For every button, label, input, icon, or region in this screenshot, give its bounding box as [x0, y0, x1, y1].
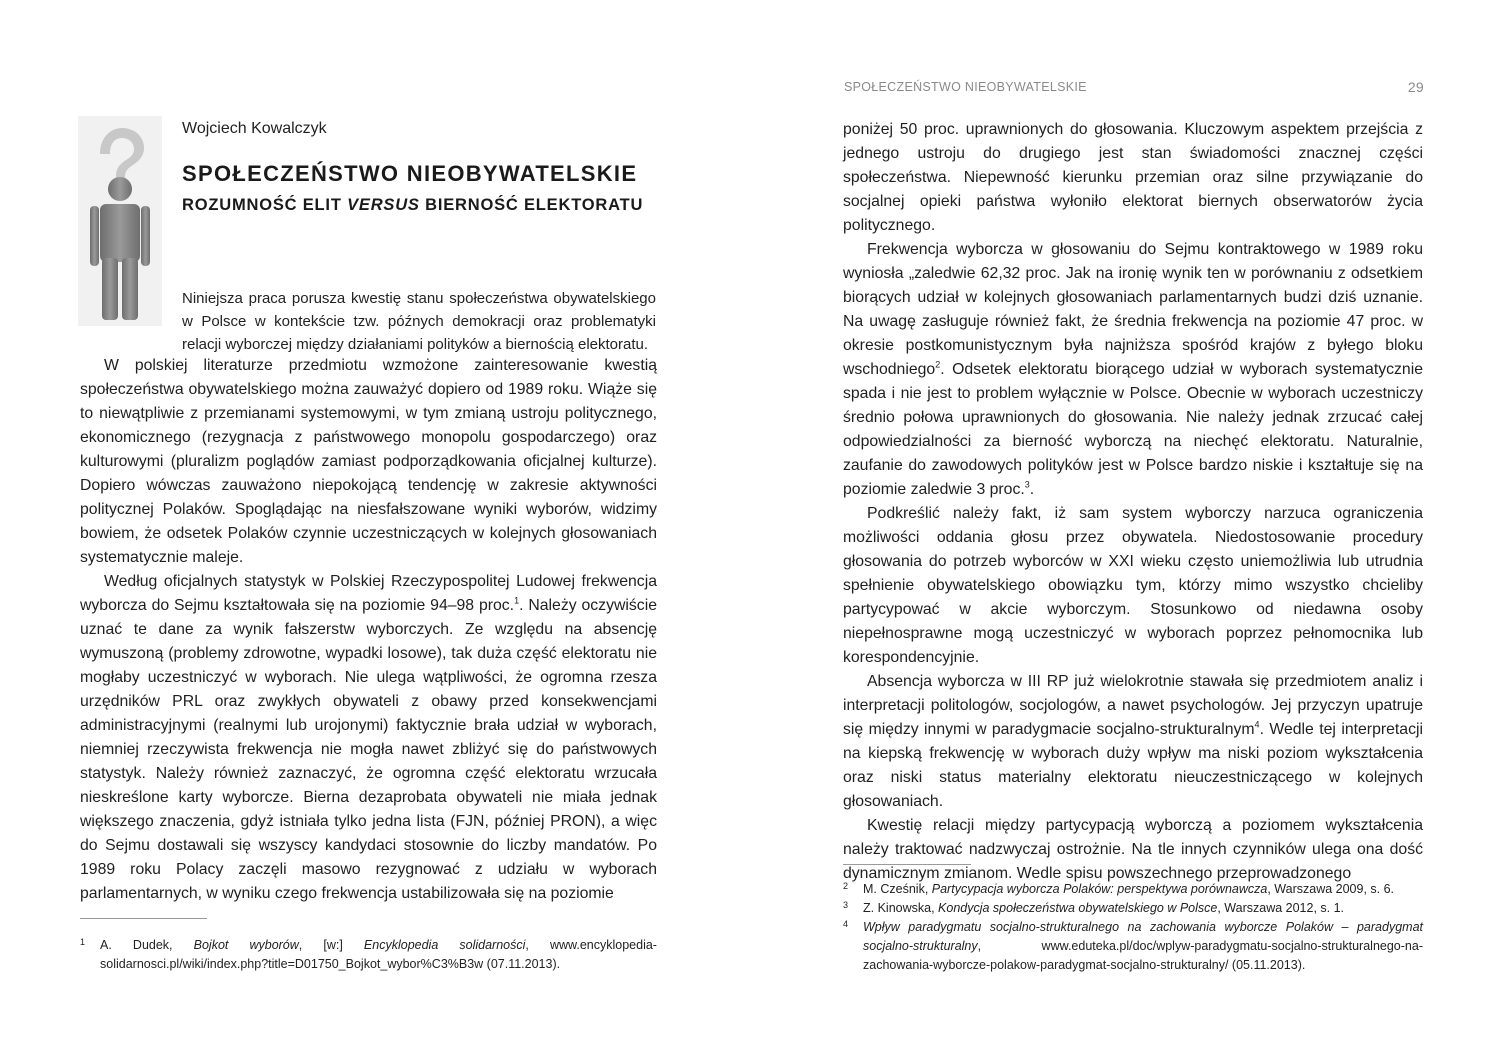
footnote: 2 M. Cześnik, Partycypacja wyborcza Polaków: perspektywa porównawcza, Warszawa 2009, s. 6. [843, 881, 1395, 896]
article-subtitle: ROZUMNOŚĆ ELIT VERSUS BIERNOŚĆ ELEKTORATU [182, 196, 644, 214]
paragraph: poniżej 50 proc. uprawnionych do głosowania. Kluczowym aspektem przejścia z jednego ustroju do drugiego jest stan świadomości znacznej części społeczeństwa. Niepewność kierunku przemian oraz silne przywiązanie do socjalnej opieki państwa wyłoniło elektorat biernych obserwatorów życia politycznego. [843, 121, 1423, 234]
left-body-text [80, 354, 657, 906]
running-head-title: SPOŁECZEŃSTWO NIEOBYWATELSKIE [844, 80, 1087, 94]
paragraph: Absencja wyborcza w III RP już wielokrotnie stawała się przedmiotem analiz i interpretacji politologów, socjologów, a nawet psychologów. Jej przyczyn upatruje się między innymi w paradygmacie socjalno-strukturalnym$^4$. Wedle tej interpretacji na kiepską frekwencję w wyborach duży wpływ ma niski poziom wykształcenia oraz niski status materialny elektoratu nieuczestniczącego w kolejnych głosowaniach. [843, 673, 1423, 810]
paragraph: Podkreślić należy fakt, iż sam system wyborczy narzuca ograniczenia możliwości oddania głosu przez obywatela. Niedostosowanie procedury głosowania do potrzeb wyborców w XXI wieku często uniemożliwia lub utrudnia spełnienie obywatelskiego obowiązku tym, którzy mimo wszystko chcieliby partycypować w akcie wyborczym. Stosunkowo od niedawna osoby niepełnosprawne mogą uczestniczyć w wyborach poprzez pełnomocnika lub korespondencyjnie. [843, 505, 1423, 666]
paragraph: W polskiej literaturze przedmiotu wzmożone zainteresowanie kwestią społeczeństwa obywatelskiego można zauważyć dopiero od 1989 roku. Wiąże się to niewątpliwie z przemianami systemowymi, w tym zmianą ustroju politycznego, ekonomicznego (rezygnacja z państwowego monopolu gospodarczego) oraz kulturowymi (pluralizm poglądów zamiast podporządkowania oficjalnej kulturze). Dopiero wówczas zauważono niepokojącą tendencję w zakresie aktywności politycznej Polaków. Spoglądając na niesfałszowane wyniki wyborów, widzimy bowiem, że odsetek Polaków czynnie uczestniczących w kolejnych głosowaniach systematycznie maleje. [80, 357, 657, 566]
paragraph: Według oficjalnych statystyk w Polskiej Rzeczypospolitej Ludowej frekwencja wyborcza do Sejmu kształtowała się na poziomie 94–98 proc.$^1$. Należy oczywiście uznać te dane za wynik fałszerstw wyborczych. Ze względu na absencję wymuszoną (problemy zdrowotne, wypadki losowe), tak duża część elektoratu nie mogłaby uczestniczyć w wyborach. Nie ulega wątpliwości, że ogromna rzesza urzędników PRL oraz zwykłych obywateli z obawy przed konsekwencjami administracyjnymi (realnymi lub urojonymi) faktycznie brała udział w wyborach, niemniej rzeczywista frekwencja nie mogła nawet zbliżyć się do państwowych statystyk. Należy również zaznaczyć, że ogromna część elektoratu wrzucała nieskreślone karty wyborcze. Bierna dezaprobata obywateli nie miała jednak większego znaczenia, gdyż istniała tylko jedna lista (FJN, później PRON), a więc do Sejmu dostawali się wszyscy kandydaci stosownie do liczby mandatów. Po 1989 roku Polacy zaczęli masowo rezygnować z udziału w wyborach parlamentarnych, w wyniku czego frekwencja ustabilizowała się na poziomie [80, 573, 657, 902]
paragraph: Frekwencja wyborcza w głosowaniu do Sejmu kontraktowego w 1989 roku wyniosła „zaledwie 62,32 proc. Jak na ironię wynik ten w porównaniu z odsetkiem biorących udział w kolejnych głosowaniach parlamentarnych budzi dziś uznanie. Na uwagę zasługuje również fakt, że średnia frekwencja na poziomie 47 proc. w okresie postkomunistycznym była najniższa spośród krajów z byłego bloku wschodniego$^2$. Odsetek elektoratu biorącego udział w wyborach systematycznie spada i nie jest to problem wyłącznie w Polsce. Obecnie w wyborach uczestniczy średnio połowa uprawnionych do głosowania. Nie należy jednak zrzucać całej odpowiedzialności za bierność wyborczą na niechęć elektoratu. Naturalnie, zaufanie do zawodowych polityków jest w Polsce bardzo niskie i kształtuje się na poziomie zaledwie 3 proc.$^3$. [843, 241, 1423, 498]
footnote-ref[interactable]: 1 [514, 595, 520, 606]
footnote-divider [80, 918, 207, 919]
right-body-text [843, 118, 1423, 886]
footnotes-right [843, 880, 1423, 975]
question-mark-person-icon [78, 116, 162, 326]
article-title: SPOŁECZEŃSTWO NIEOBYWATELSKIE [182, 161, 638, 186]
author-name: Wojciech Kowalczyk [182, 120, 327, 137]
footnote: 4 Wpływ paradygmatu socjalno-strukturalnego na zachowania wyborcze Polaków – paradygmat socjalno-strukturalny, www.eduteka.pl/doc/wplyw-paradygmatu-socjalno-strukturalnego-na-zachowania-wyborcze-polakow-paradygmat-socjalno-strukturalny/ (05.11.2013). [843, 919, 1423, 972]
footnotes-left [80, 936, 657, 974]
right-page [750, 0, 1500, 1060]
page-number: 29 [1407, 79, 1424, 95]
footnote-ref[interactable]: 3 [1024, 479, 1030, 490]
abstract: Niniejsza praca porusza kwestię stanu społeczeństwa obywatelskiego w Polsce w kontekście tzw. późnych demokracji oraz problematyki relacji wyborczej między działaniami polityków a biernością elektoratu. [182, 290, 656, 353]
footnote: 1 A. Dudek, Bojkot wyborów, [w:] Encyklopedia solidarności, www.encyklopedia-solidarnosci.pl/wiki/index.php?title=D01750_Bojkot_wybor%C3%B3w (07.11.2013). [80, 937, 657, 971]
footnote-divider [843, 864, 971, 865]
footnote: 3 Z. Kinowska, Kondycja społeczeństwa obywatelskiego w Polsce, Warszawa 2012, s. 1. [843, 900, 1345, 915]
footnote-ref[interactable]: 2 [935, 359, 941, 370]
paragraph: Kwestię relacji między partycypacją wyborczą a poziomem wykształcenia należy traktować nadzwyczaj ostrożnie. Na tle innych czynników ulega ona dość dynamicznym zmianom. Wedle spisu powszechnego przeprowadzonego [843, 817, 1423, 882]
footnote-ref[interactable]: 4 [1254, 719, 1260, 730]
running-head [844, 80, 1424, 98]
